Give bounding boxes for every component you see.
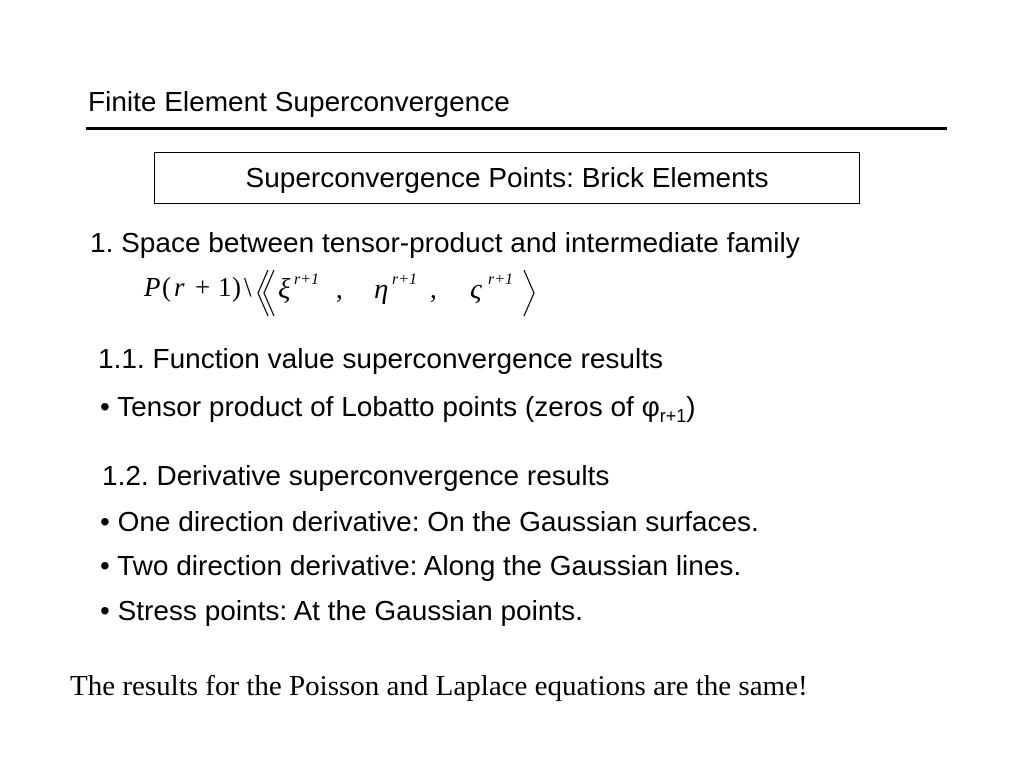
formula-comma-1: , <box>336 274 343 304</box>
bullet-stress-points: • Stress points: At the Gaussian points. <box>100 595 583 626</box>
bullet-one-direction: • One direction derivative: On the Gaussian surfaces. <box>100 506 759 537</box>
formula-plus: + <box>195 272 211 302</box>
formula-setminus: \ <box>244 272 252 302</box>
formula-svg <box>140 262 560 318</box>
formula-close-paren: ) <box>232 272 241 302</box>
formula-zeta: ς <box>470 273 482 305</box>
formula-p: P <box>144 272 161 302</box>
formula-one: 1 <box>218 272 232 302</box>
right-angle-bracket <box>524 270 534 316</box>
formula-eta: η <box>374 273 389 305</box>
formula-xi-exponent: r+1 <box>294 271 320 288</box>
formula-comma-2: , <box>430 274 437 304</box>
bullet-two-direction: • Two direction derivative: Along the Gaussian lines. <box>100 550 742 581</box>
formula-xi: ξ <box>278 273 291 305</box>
formula <box>140 262 560 318</box>
bullet-lobatto-text: • Tensor product of Lobatto points (zeros of φ <box>100 391 660 422</box>
formula-zeta-exponent: r+1 <box>488 271 514 288</box>
subtitle-box <box>154 152 860 204</box>
formula-eta-exponent: r+1 <box>392 271 418 288</box>
bullet-lobatto-subscript: r+1 <box>659 406 687 426</box>
bullet-lobatto-points <box>100 390 696 424</box>
formula-open-paren: ( <box>162 272 171 302</box>
subsection-1-1-heading: 1.1. Function value superconvergence results <box>98 343 663 374</box>
conclusion-text: The results for the Poisson and Laplace equations are the same! <box>70 670 808 702</box>
subsection-1-2-heading: 1.2. Derivative superconvergence results <box>102 460 610 491</box>
title-underline <box>86 127 947 130</box>
left-angle-bracket <box>258 270 268 316</box>
section-1-heading: 1. Space between tensor-product and intermediate family <box>90 227 800 258</box>
subtitle-text: Superconvergence Points: Brick Elements <box>245 162 769 193</box>
bullet-lobatto-close: ) <box>686 391 696 422</box>
formula-r: r <box>174 272 185 302</box>
slide-title: Finite Element Superconvergence <box>88 86 510 117</box>
